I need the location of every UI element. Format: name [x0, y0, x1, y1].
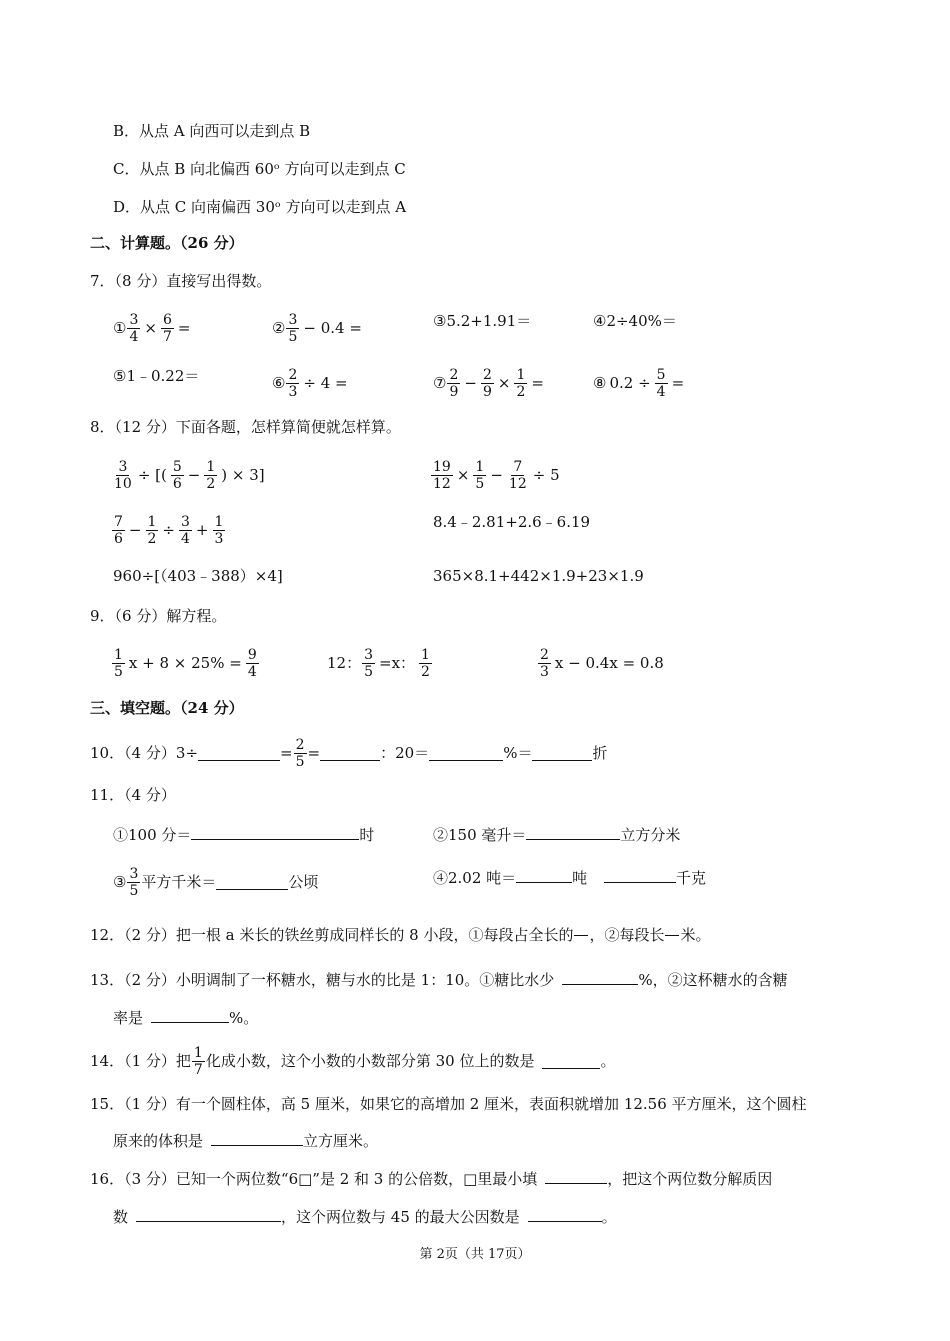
answer-blank[interactable] — [562, 969, 638, 985]
page-footer: 第 2页（共 17页） — [419, 1247, 531, 1262]
q11-item-2: ②150 毫升＝ 立方分米 — [433, 826, 681, 844]
fraction: $\frac{3}{4}$ — [129, 311, 139, 345]
q7-item-8: ⑧ 0.2 ÷ $\frac{5}{4}$ = — [593, 366, 685, 400]
q11-title: 11．（4 分） — [90, 786, 176, 804]
answer-blank[interactable] — [136, 1206, 281, 1222]
fraction: $\frac{5}{6}$ — [172, 458, 182, 492]
answer-blank[interactable] — [526, 824, 620, 840]
fraction-blank[interactable] — [665, 919, 679, 952]
fraction: $\frac{3}{5}$ — [364, 646, 374, 680]
q14: 14．（1 分）把 $\frac{1}{7}$ 化成小数，这个小数的小数部分第 30 位上的数是 。 — [90, 1044, 616, 1078]
q7-item-1: ① $\frac{3}{4}$ × $\frac{6}{7}$ = — [113, 311, 191, 345]
q11-item-1: ①100 分＝ 时 — [113, 826, 375, 844]
fraction: $\frac{5}{4}$ — [656, 366, 666, 400]
fraction: $\frac{2}{3}$ — [540, 646, 549, 680]
fraction: $\frac{1}{5}$ — [114, 646, 123, 680]
answer-blank[interactable] — [191, 824, 359, 840]
q7-item-5: ⑤1﹣0.22＝ — [113, 367, 200, 385]
answer-blank[interactable] — [528, 1206, 602, 1222]
answer-blank[interactable] — [429, 745, 503, 761]
fraction: $\frac{3}{4}$ — [181, 513, 190, 547]
answer-blank[interactable] — [211, 1130, 303, 1146]
fraction: $\frac{1}{2}$ — [516, 366, 526, 400]
answer-blank[interactable] — [532, 745, 592, 761]
answer-blank[interactable] — [151, 1007, 229, 1023]
answer-blank[interactable] — [545, 1168, 607, 1184]
q13-line-1: 13．（2 分）小明调制了一杯糖水，糖与水的比是 1：10。①糖比水少 %，②这杯糖水的含糖 — [90, 971, 788, 989]
q8-expr-2: $\frac{19}{12}$ × $\frac{1}{5}$ − $\frac{7}{12}$ ÷ 5 — [433, 458, 560, 492]
q16-line-1: 16．（3 分）已知一个两位数“6□”是 2 和 3 的公倍数，□里最小填 ，把这个两位数分解质因 — [90, 1170, 773, 1188]
q8-title: 8．（12 分）下面各题，怎样算简便就怎样算。 — [90, 418, 401, 436]
q11-item-4: ④2.02 吨＝ 吨 千克 — [433, 869, 706, 887]
fraction: $\frac{7}{6}$ — [114, 513, 123, 547]
section-2-title: 二、计算题。（26 分） — [90, 234, 244, 252]
q7-item-3: ③5.2+1.91＝ — [433, 312, 532, 330]
option-d: D．从点 C 向南偏西 30ᵒ 方向可以走到点 A — [113, 198, 407, 216]
q8-expr-5: 960÷[（403﹣388）×4] — [113, 567, 283, 585]
q7-item-4: ④2÷40%＝ — [593, 312, 677, 330]
q7-item-1-num: ① — [113, 319, 127, 337]
q8-expr-4: 8.4﹣2.81+2.6﹣6.19 — [433, 513, 591, 531]
fraction: $\frac{2}{5}$ — [295, 736, 305, 770]
q7-item-2: ② $\frac{3}{5}$ − 0.4 = — [272, 311, 362, 345]
q9-title: 9．（6 分）解方程。 — [90, 607, 227, 625]
option-c: C．从点 B 向北偏西 60ᵒ 方向可以走到点 C — [113, 160, 406, 178]
answer-blank[interactable] — [604, 867, 676, 883]
fraction: $\frac{1}{2}$ — [147, 513, 157, 547]
fraction: $\frac{19}{12}$ — [433, 458, 451, 492]
fraction: $\frac{3}{5}$ — [129, 865, 139, 899]
answer-blank[interactable] — [542, 1053, 600, 1069]
fraction: $\frac{1}{3}$ — [214, 513, 224, 547]
answer-blank[interactable] — [516, 867, 572, 883]
q13-line-2: 率是 %。 — [113, 1009, 259, 1027]
fraction: $\frac{3}{5}$ — [288, 311, 298, 345]
section-3-title: 三、填空题。（24 分） — [90, 699, 244, 717]
q9-eq-3: $\frac{2}{3}$ x − 0.4x = 0.8 — [540, 646, 664, 680]
fraction: $\frac{1}{7}$ — [193, 1044, 203, 1078]
q15-line-2: 原来的体积是 立方厘米。 — [113, 1132, 379, 1150]
q9-eq-2: 12： $\frac{3}{5}$ =x： $\frac{1}{2}$ — [327, 646, 430, 680]
answer-blank[interactable] — [198, 745, 280, 761]
fraction: $\frac{2}{3}$ — [288, 366, 298, 400]
option-b: B．从点 A 向西可以走到点 B — [113, 122, 311, 140]
fraction: $\frac{2}{9}$ — [482, 366, 492, 400]
fraction: $\frac{1}{5}$ — [475, 458, 485, 492]
q12: 12．（2 分）把一根 a 米长的铁丝剪成同样长的 8 小段，①每段占全长的 ，②每段长 米。 — [90, 915, 711, 955]
q16-line-2: 数 ，这个两位数与 45 的最大公因数是 。 — [113, 1208, 617, 1226]
answer-blank[interactable] — [320, 745, 380, 761]
fraction: $\frac{1}{2}$ — [421, 646, 430, 680]
fraction: $\frac{3}{10}$ — [114, 458, 132, 492]
q9-eq-1: $\frac{1}{5}$ x + 8 × 25% = $\frac{9}{4}$ — [114, 646, 257, 680]
fraction: $\frac{9}{4}$ — [247, 646, 257, 680]
q7-item-7: ⑦ $\frac{2}{9}$ − $\frac{2}{9}$ × $\frac{1}{2}$ = — [433, 366, 544, 400]
q7-title: 7．（8 分）直接写出得数。 — [90, 272, 272, 290]
q7-item-6: ⑥ $\frac{2}{3}$ ÷ 4 = — [272, 366, 348, 400]
fraction: $\frac{6}{7}$ — [162, 311, 172, 345]
fraction: $\frac{2}{9}$ — [449, 366, 459, 400]
q11-item-3: ③ $\frac{3}{5}$ 平方千米＝ 公顷 — [113, 865, 319, 899]
q15-line-1: 15．（1 分）有一个圆柱体，高 5 厘米，如果它的高增加 2 厘米，表面积就增加 12.56 平方厘米，这个圆柱 — [90, 1095, 807, 1113]
q10: 10．（4 分）3÷ = $\frac{2}{5}$ = ：20＝ %＝ 折 — [90, 736, 608, 770]
answer-blank[interactable] — [216, 874, 288, 890]
q8-expr-6: 365×8.1+442×1.9+23×1.9 — [433, 567, 644, 585]
q8-expr-1: $\frac{3}{10}$ ÷ [( $\frac{5}{6}$ − $\frac{1}{2}$ ) × 3] — [114, 458, 265, 492]
fraction-blank[interactable] — [574, 919, 588, 952]
fraction: $\frac{1}{2}$ — [206, 458, 216, 492]
fraction: $\frac{7}{12}$ — [508, 458, 527, 492]
q8-expr-3: $\frac{7}{6}$ − $\frac{1}{2}$ ÷ $\frac{3}{4}$ + $\frac{1}{3}$ — [114, 513, 224, 547]
